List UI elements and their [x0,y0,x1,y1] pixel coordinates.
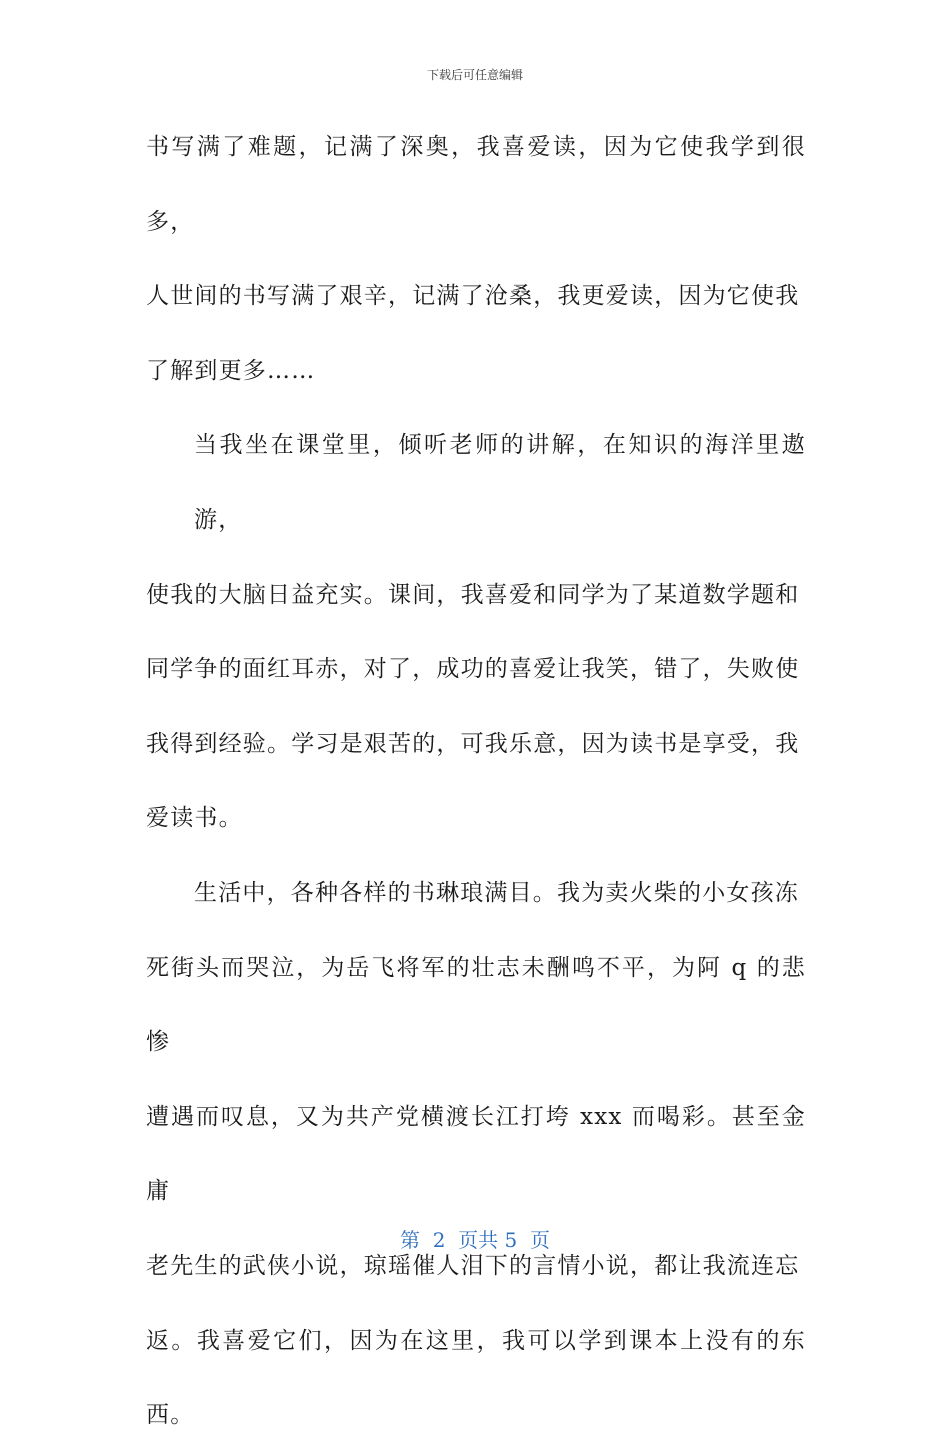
text-line: 爱读书。 [146,805,243,832]
text-line: 了解到更多…… [146,357,316,384]
text-line: 人世间的书写满了艰辛，记满了沧桑，我更爱读，因为它使我 [146,283,800,310]
text-line: 我得到经验。学习是艰苦的，可我乐意，因为读书是享受，我 [146,730,800,757]
page-number-footer: 第 2 页共 5 页 [400,1228,550,1252]
paragraph-2 [146,408,806,856]
text-line: 使我的大脑日益充实。课间，我喜爱和同学为了某道数学题和 [146,581,800,608]
text-line: 返。我喜爱它们，因为在这里，我可以学到课本上没有的东西。 [146,1327,806,1429]
text-line: 死街头而哭泣，为岳飞将军的壮志未酬鸣不平，为阿 q 的悲惨 [146,954,806,1056]
text-line: 遭遇而叹息，又为共产党横渡长江打垮 xxx 而喝彩。甚至金庸 [146,1103,806,1205]
text-line: 同学争的面红耳赤，对了，成功的喜爱让我笑，错了，失败使 [146,656,800,683]
page-header-note: 下载后可任意编辑 [426,68,523,82]
text-line: 书写满了难题，记满了深奥，我喜爱读，因为它使我学到很多， [146,134,806,235]
text-line: 老先生的武侠小说，琼瑶催人泪下的言情小说，都让我流连忘 [146,1252,800,1279]
text-line: 当我坐在课堂里，倾听老师的讲解，在知识的海洋里遨游， [194,432,806,533]
paragraph-1 [146,110,806,408]
text-line: 生活中，各种各样的书琳琅满目。我为卖火柴的小女孩冻 [194,879,799,906]
paragraph-3 [146,856,806,1453]
